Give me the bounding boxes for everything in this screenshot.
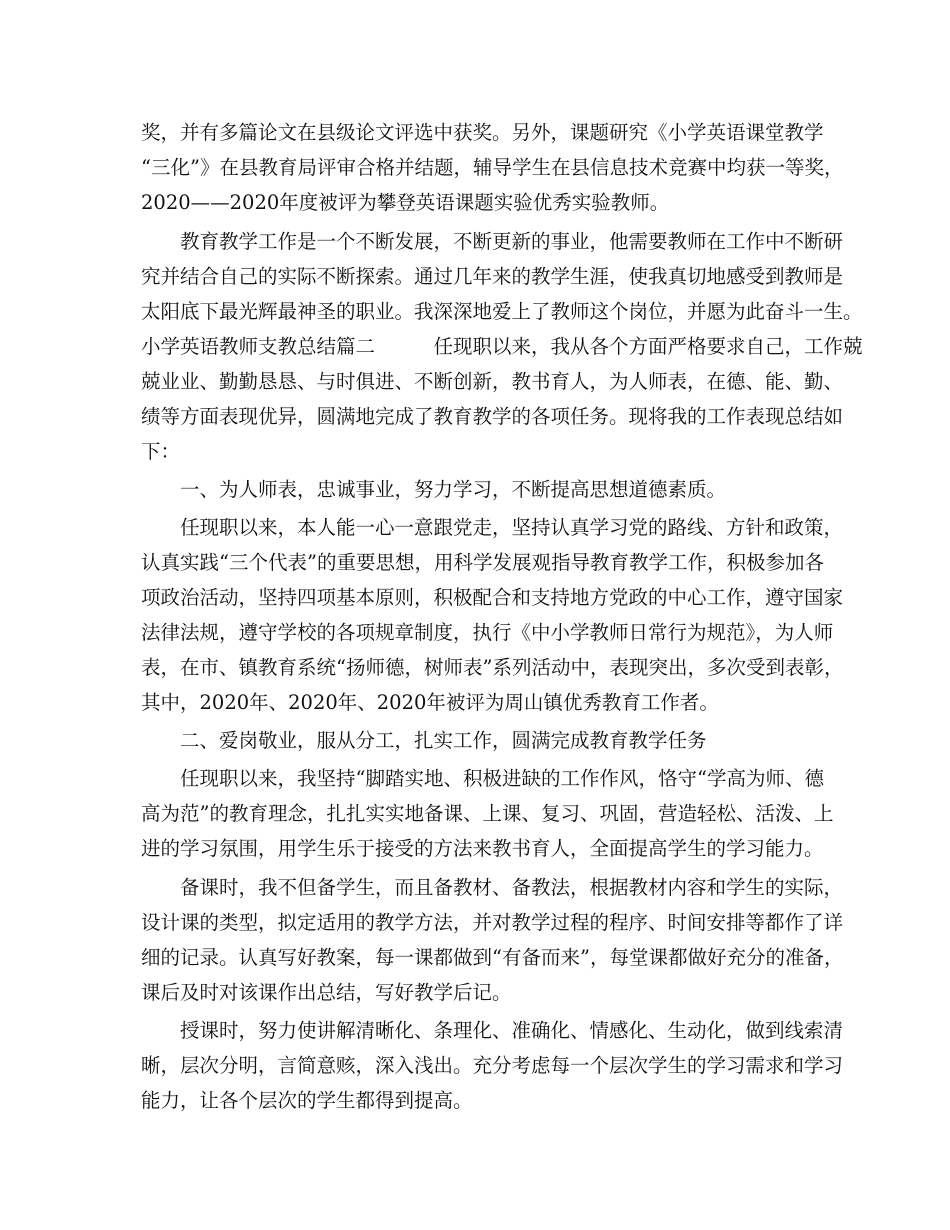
text-line: 细的记录。认真写好教案，每一课都做到“有备而来”，每堂课都做好充分的准备，: [141, 946, 844, 969]
text-line: 进的学习氛围，用学生乐于接受的方法来教书育人，全面提高学生的学习能力。: [141, 837, 824, 860]
text-line: 能力，让各个层次的学生都得到提高。: [141, 1089, 473, 1112]
text-line: 课后及时对该课作出总结，写好教学后记。: [141, 981, 512, 1004]
text-line: “三化”》在县教育局评审合格并结题，辅导学生在县信息技术竞赛中均获一等奖，: [141, 156, 844, 179]
text-line: 绩等方面表现优异，圆满地完成了教育教学的各项任务。现将我的工作表现总结如: [141, 405, 844, 428]
text-line: 授课时，努力使讲解清晰化、条理化、准确化、情感化、生动化，做到线索清: [141, 1019, 844, 1042]
text-line: 兢业业、勤勤恳恳、与时俱进、不断创新，教书育人，为人师表，在德、能、勤、: [141, 370, 844, 393]
text-line: 二、爱岗敬业，服从分工，扎实工作，圆满完成教育教学任务: [141, 729, 707, 752]
text-line: 设计课的类型，拟定适用的教学方法，并对教学过程的程序、时间安排等都作了详: [141, 911, 844, 934]
text-line: 奖，并有多篇论文在县级论文评选中获奖。另外，课题研究《小学英语课堂教学: [141, 121, 824, 144]
text-line: 2020——2020年度被评为攀登英语课题实验优秀实验教师。: [141, 191, 670, 214]
text-line: 高为范”的教育理念，扎扎实实地备课、上课、复习、巩固，营造轻松、活泼、上: [141, 802, 834, 825]
text-line: 任现职以来，我坚持“脚踏实地、积极进缺的工作作风，恪守“学高为师、德: [141, 767, 824, 790]
text-line: 究并结合自己的实际不断探索。通过几年来的教学生涯，使我真切地感受到教师是: [141, 265, 844, 288]
text-line: 太阳底下最光辉最神圣的职业。我深深地爱上了教师这个岗位，并愿为此奋斗一生。: [141, 300, 863, 323]
text-line: 下：: [141, 440, 181, 463]
text-line: 法律法规，遵守学校的各项规章制度，执行《中小学教师日常行为规范》，为人师: [141, 621, 834, 644]
text-line: 其中，2020年、2020年、2020年被评为周山镇优秀教育工作者。: [141, 691, 719, 714]
text-line: 任现职以来，本人能一心一意跟党走，坚持认真学习党的路线、方针和政策，: [141, 516, 844, 539]
text-line: 小学英语教师支教总结篇二 任现职以来，我从各个方面严格要求自己，工作兢: [141, 335, 863, 358]
text-line: 表，在市、镇教育系统“扬师德，树师表”系列活动中，表现突出，多次受到表彰，: [141, 656, 844, 679]
text-line: 晰，层次分明，言简意赅，深入浅出。充分考虑每一个层次学生的学习需求和学习: [141, 1054, 844, 1077]
text-line: 项政治活动，坚持四项基本原则，积极配合和支持地方党政的中心工作，遵守国家: [141, 586, 844, 609]
text-line: 认真实践“三个代表”的重要思想，用科学发展观指导教育教学工作，积极参加各: [141, 551, 824, 574]
text-line: 一、为人师表，忠诚事业，努力学习，不断提高思想道德素质。: [141, 478, 727, 501]
text-line: 教育教学工作是一个不断发展，不断更新的事业，他需要教师在工作中不断研: [141, 230, 844, 253]
text-line: 备课时，我不但备学生，而且备教材、备教法，根据教材内容和学生的实际，: [141, 876, 844, 899]
